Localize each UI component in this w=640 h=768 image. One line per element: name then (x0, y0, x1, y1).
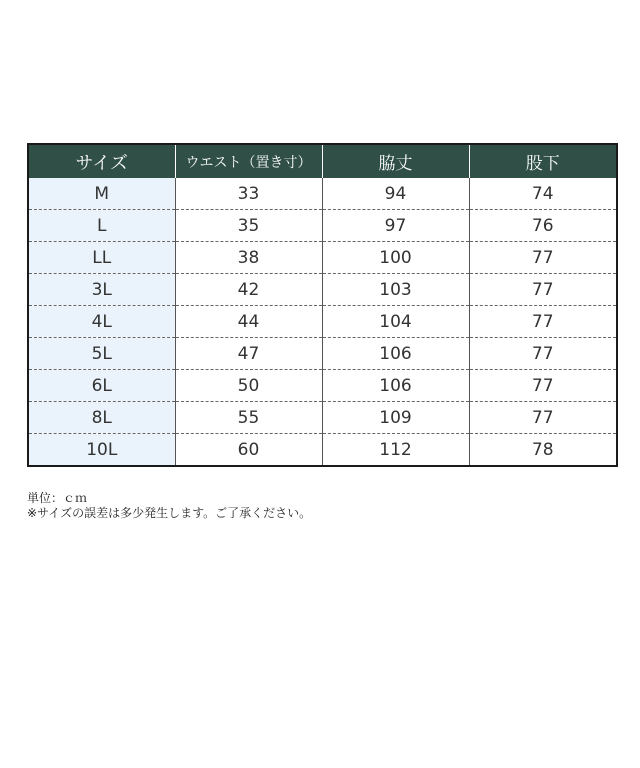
cell-size: L (28, 210, 175, 242)
cell-inseam: 74 (469, 178, 617, 210)
cell-waist: 42 (175, 274, 322, 306)
disclaimer-note: ※サイズの誤差は多少発生します。ご了承ください。 (27, 506, 312, 520)
table-row (28, 274, 617, 306)
cell-inseam: 77 (469, 242, 617, 274)
cell-inseam: 78 (469, 434, 617, 467)
cell-inseam: 76 (469, 210, 617, 242)
header-waist: ウエスト（置き寸） (175, 144, 322, 178)
cell-inseam: 77 (469, 306, 617, 338)
cell-size: M (28, 178, 175, 210)
cell-waist: 60 (175, 434, 322, 467)
cell-size: 8L (28, 402, 175, 434)
cell-waist: 33 (175, 178, 322, 210)
cell-waist: 47 (175, 338, 322, 370)
cell-size: 4L (28, 306, 175, 338)
header-inseam: 股下 (469, 144, 617, 178)
cell-waist: 50 (175, 370, 322, 402)
cell-size: 5L (28, 338, 175, 370)
cell-side-length: 94 (322, 178, 469, 210)
table-row (28, 210, 617, 242)
cell-waist: 55 (175, 402, 322, 434)
cell-inseam: 77 (469, 338, 617, 370)
cell-side-length: 112 (322, 434, 469, 467)
cell-size: 6L (28, 370, 175, 402)
cell-waist: 38 (175, 242, 322, 274)
cell-size: 10L (28, 434, 175, 467)
cell-side-length: 97 (322, 210, 469, 242)
notes (27, 491, 311, 521)
header-size: サイズ (28, 144, 175, 178)
cell-size: 3L (28, 274, 175, 306)
cell-side-length: 100 (322, 242, 469, 274)
table-row (28, 242, 617, 274)
cell-side-length: 104 (322, 306, 469, 338)
cell-side-length: 103 (322, 274, 469, 306)
cell-inseam: 77 (469, 274, 617, 306)
cell-inseam: 77 (469, 402, 617, 434)
table-row (28, 178, 617, 210)
cell-inseam: 77 (469, 370, 617, 402)
cell-side-length: 109 (322, 402, 469, 434)
header-side-length: 脇丈 (322, 144, 469, 178)
cell-side-length: 106 (322, 338, 469, 370)
table-header-row (28, 144, 617, 178)
cell-side-length: 106 (322, 370, 469, 402)
table-row (28, 338, 617, 370)
cell-size: LL (28, 242, 175, 274)
table-row (28, 434, 617, 467)
cell-waist: 44 (175, 306, 322, 338)
cell-waist: 35 (175, 210, 322, 242)
table-row (28, 306, 617, 338)
table-row (28, 402, 617, 434)
size-chart-table (27, 143, 618, 467)
table-row (28, 370, 617, 402)
unit-note: 単位：ｃｍ (27, 491, 88, 505)
